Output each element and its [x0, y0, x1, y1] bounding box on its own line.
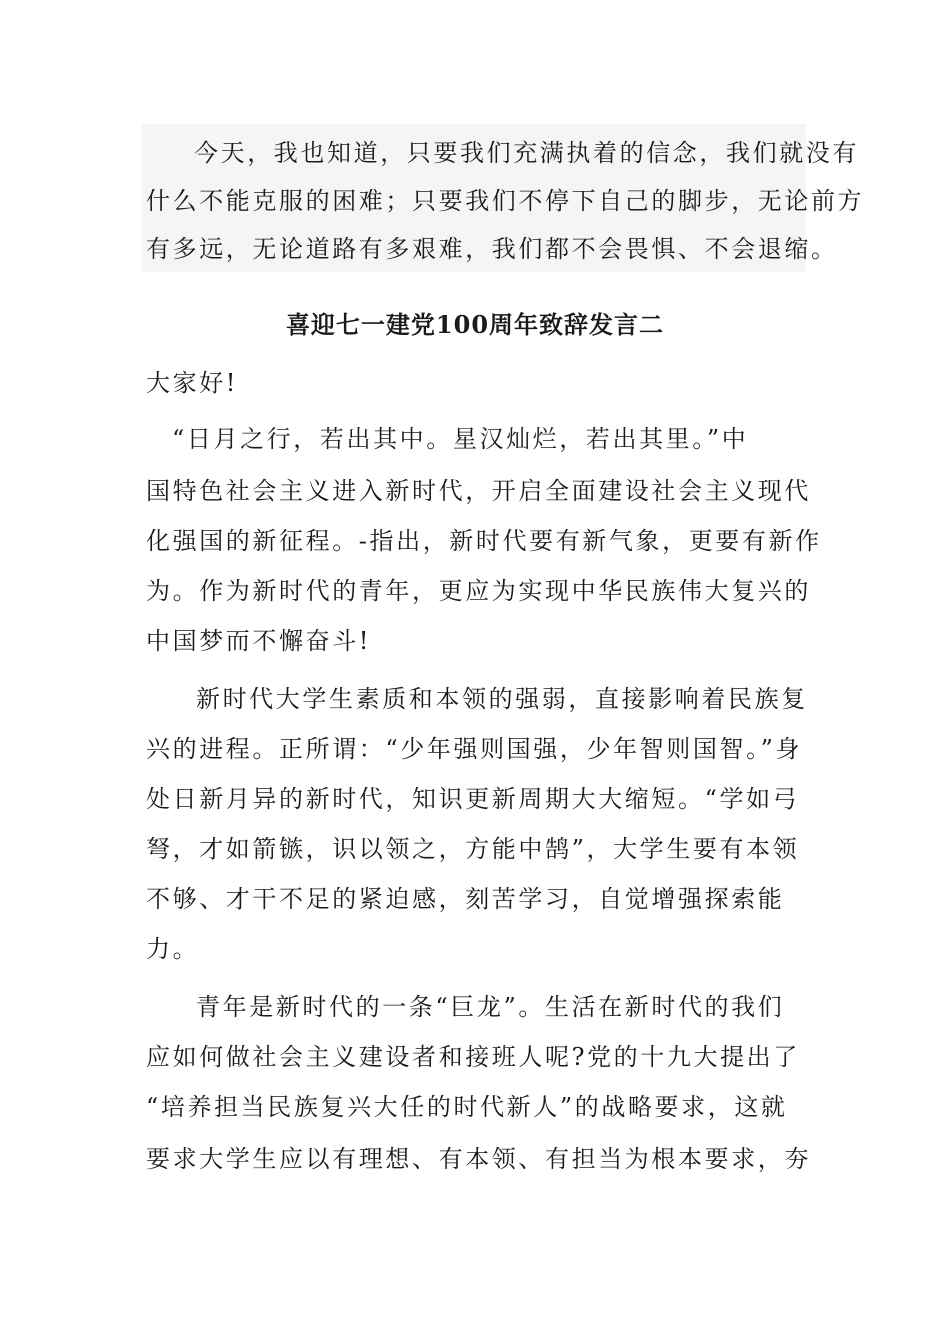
para1-line-5: 中国梦而不懈奋斗! — [146, 627, 372, 655]
para1-line-4: 为。作为新时代的青年，更应为实现中华民族伟大复兴的 — [146, 577, 811, 605]
para1-line-2: 国特色社会主义进入新时代，开启全面建设社会主义现代 — [146, 477, 811, 505]
para1-line-3: 化强国的新征程。-指出，新时代要有新气象，更要有新作 — [146, 527, 822, 555]
para3-line-3: “培养担当民族复兴大任的时代新人”的战略要求，这就 — [146, 1093, 788, 1121]
section-title: 喜迎七一建党100周年致辞发言二 — [285, 310, 665, 339]
para3-line-1: 青年是新时代的一条“巨龙”。生活在新时代的我们 — [196, 993, 785, 1021]
para3-line-4: 要求大学生应以有理想、有本领、有担当为根本要求，夯 — [146, 1145, 811, 1173]
para2-line-6: 力。 — [146, 935, 200, 963]
para2-line-5: 不够、才干不足的紧迫感，刻苦学习，自觉增强探索能 — [146, 885, 785, 913]
para3-line-2: 应如何做社会主义建设者和接班人呢?党的十九大提出了 — [146, 1043, 800, 1071]
para2-line-1: 新时代大学生素质和本领的强弱，直接影响着民族复 — [196, 685, 808, 713]
intro-line-1: 今天，我也知道，只要我们充满执着的信念，我们就没有 — [194, 139, 859, 167]
para2-line-4: 弩，才如箭镞，识以领之，方能中鹄”，大学生要有本领 — [146, 835, 800, 863]
para1-line-1: “日月之行，若出其中。星汉灿烂，若出其里。”中 — [172, 425, 749, 453]
intro-line-3: 有多远，无论道路有多艰难，我们都不会畏惧、不会退缩。 — [146, 235, 838, 263]
greeting: 大家好! — [146, 369, 239, 397]
para2-line-2: 兴的进程。正所谓：“少年强则国强，少年智则国智。”身 — [146, 735, 803, 763]
intro-line-2: 什么不能克服的困难；只要我们不停下自己的脚步，无论前方 — [146, 187, 865, 215]
para2-line-3: 处日新月异的新时代，知识更新周期大大缩短。“学如弓 — [146, 785, 800, 813]
